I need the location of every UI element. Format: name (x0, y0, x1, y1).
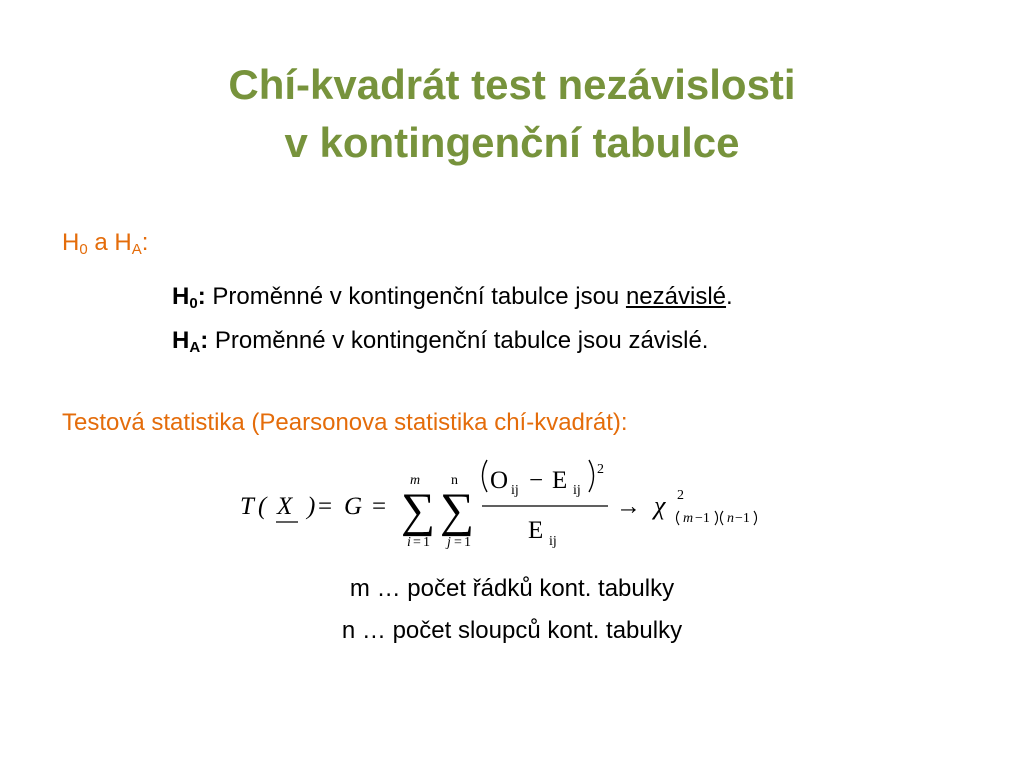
sum2-lower-eq: = (454, 535, 462, 550)
title-line-1: Chí-kvadrát test nezávislosti (228, 61, 796, 108)
formula-svg (236, 452, 776, 562)
formula-close-paren: ) (307, 493, 316, 520)
statistic-heading: Testová statistika (Pearsonova statistika chí-kvadrát): (62, 409, 628, 436)
hypotheses-heading (62, 228, 148, 258)
formula-arrow: → (616, 493, 641, 520)
denominator-E-sub: ij (549, 534, 557, 549)
note-n: n … počet sloupců kont. tabulky (341, 617, 683, 644)
numerator-E-sub: ij (573, 483, 581, 498)
heading-h0-subscript: 0 (79, 241, 88, 258)
h0-text: Proměnné v kontingenční tabulce jsou (205, 283, 626, 310)
chi-sub-paren-1-open (677, 511, 680, 525)
sum1-lower-eq: = (413, 535, 421, 550)
numerator-O-sub: ij (511, 483, 519, 498)
heading-h: H (62, 229, 80, 256)
sum1-lower-i: i (407, 535, 411, 550)
h0-subscript: 0 (189, 295, 198, 312)
formula-T: T (240, 493, 254, 520)
formula-chi: χ (654, 491, 666, 520)
null-hypothesis (172, 282, 733, 312)
chi-sub-minus1: −1 (695, 511, 710, 526)
numerator-left-paren (483, 460, 488, 492)
title-line-2: v kontingenční tabulce (284, 119, 740, 166)
ha-subscript: A (189, 339, 201, 356)
chi-power: 2 (677, 488, 684, 503)
ha-text: Proměnné v kontingenční tabulce jsou závislé. (208, 327, 709, 354)
sum2-sigma: ∑ (440, 484, 475, 537)
numerator-right-paren (589, 460, 594, 492)
numerator-O: O (490, 467, 509, 494)
formula-open-paren: ( (258, 493, 267, 520)
heading-a-h: a H (87, 229, 132, 256)
numerator-minus: − (529, 467, 544, 494)
chi-square-formula (236, 452, 776, 562)
note-m: m … počet řádků kont. tabulky (349, 575, 675, 602)
formula-G: G (344, 493, 363, 520)
chi-sub-paren-2-open (721, 511, 724, 525)
chi-sub-minus2: −1 (735, 511, 750, 526)
chi-sub-paren-1-close (715, 511, 718, 525)
formula-eq2: = (372, 493, 387, 520)
ha-label: $H_A$: (172, 327, 209, 356)
heading-colon: : (141, 229, 149, 256)
numerator-E: E (552, 467, 568, 494)
sum1-lower-1: 1 (423, 535, 430, 550)
h0-end: . (726, 283, 733, 310)
alternative-hypothesis (172, 326, 708, 356)
denominator-E: E (528, 517, 544, 544)
chi-sub-n: n (727, 511, 734, 526)
sum1-upper: m (410, 473, 421, 488)
slide-title (0, 56, 1024, 172)
chi-sub-paren-2-close (754, 511, 757, 525)
numerator-power: 2 (597, 462, 604, 477)
sum2-lower-j: j (447, 535, 451, 550)
sum1-sigma: ∑ (401, 484, 436, 537)
sum2-lower-1: 1 (464, 535, 471, 550)
chi-sub-m: m (683, 511, 694, 526)
formula-eq1: = (318, 493, 333, 520)
heading-ha-subscript: A (131, 241, 142, 258)
h0-emphasis: nezávislé (625, 283, 727, 310)
h0-label: $H_0$: (172, 283, 206, 312)
formula-X: X (277, 493, 293, 520)
sum2-upper: n (451, 473, 458, 488)
